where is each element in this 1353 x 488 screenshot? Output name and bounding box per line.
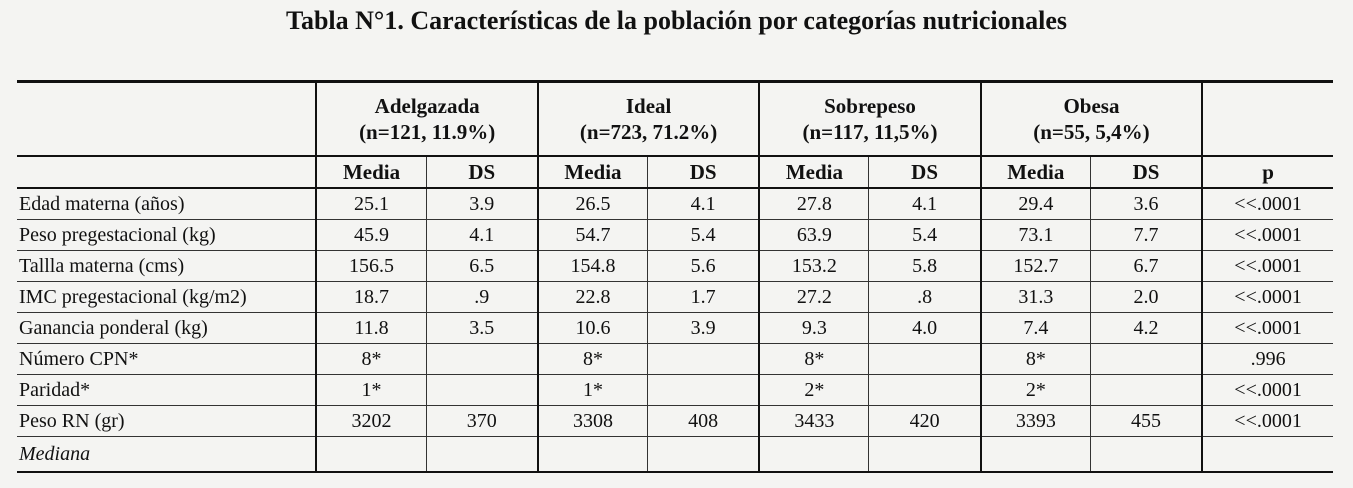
table-row xyxy=(17,188,1333,220)
ds-cell: 4.2 xyxy=(1090,313,1202,344)
ds-cell: 2.0 xyxy=(1090,282,1202,313)
ds-cell: 1.7 xyxy=(648,282,760,313)
row-label: Edad materna (años) xyxy=(17,188,316,220)
media-cell: 73.1 xyxy=(981,220,1091,251)
p-value-cell: .996 xyxy=(1202,344,1333,375)
media-cell: 154.8 xyxy=(538,251,648,282)
ds-cell xyxy=(869,344,981,375)
p-header: p xyxy=(1202,156,1333,188)
ds-cell: .8 xyxy=(869,282,981,313)
table-cell xyxy=(981,437,1091,473)
media-header: Media xyxy=(981,156,1091,188)
ds-cell: 6.7 xyxy=(1090,251,1202,282)
p-value-cell: <<.0001 xyxy=(1202,220,1333,251)
table-title: Tabla N°1. Características de la población por categorías nutricionales xyxy=(286,6,1067,35)
media-header: Media xyxy=(538,156,648,188)
media-cell: 63.9 xyxy=(759,220,869,251)
media-cell: 45.9 xyxy=(316,220,426,251)
ds-cell: 5.6 xyxy=(648,251,760,282)
p-value-cell: <<.0001 xyxy=(1202,282,1333,313)
ds-cell xyxy=(1090,375,1202,406)
media-cell: 3202 xyxy=(316,406,426,437)
ds-cell: 5.4 xyxy=(648,220,760,251)
ds-cell xyxy=(1090,344,1202,375)
media-cell: 31.3 xyxy=(981,282,1091,313)
ds-cell: 3.5 xyxy=(426,313,538,344)
media-header: Media xyxy=(316,156,426,188)
ds-cell: 5.4 xyxy=(869,220,981,251)
ds-cell: 420 xyxy=(869,406,981,437)
group-header xyxy=(981,82,1202,157)
ds-cell: 7.7 xyxy=(1090,220,1202,251)
media-cell: 1* xyxy=(316,375,426,406)
table-cell xyxy=(316,437,426,473)
media-cell: 2* xyxy=(759,375,869,406)
table-row xyxy=(17,375,1333,406)
ds-header: DS xyxy=(1090,156,1202,188)
subheader-row xyxy=(17,156,1333,188)
empty-header-cell xyxy=(17,82,316,157)
group-header-row xyxy=(17,82,1333,157)
empty-subheader-cell xyxy=(17,156,316,188)
group-header xyxy=(316,82,537,157)
media-cell: 11.8 xyxy=(316,313,426,344)
ds-cell xyxy=(869,375,981,406)
p-value-cell: <<.0001 xyxy=(1202,188,1333,220)
media-cell: 7.4 xyxy=(981,313,1091,344)
media-cell: 29.4 xyxy=(981,188,1091,220)
p-value-cell: <<.0001 xyxy=(1202,313,1333,344)
media-cell: 22.8 xyxy=(538,282,648,313)
ds-cell: 370 xyxy=(426,406,538,437)
media-cell: 152.7 xyxy=(981,251,1091,282)
group-header xyxy=(538,82,759,157)
table-cell xyxy=(1202,437,1333,473)
group-name: Ideal xyxy=(625,94,672,118)
media-cell: 3393 xyxy=(981,406,1091,437)
ds-header: DS xyxy=(869,156,981,188)
group-name: Adelgazada xyxy=(374,94,480,118)
table-cell xyxy=(869,437,981,473)
ds-cell: 4.1 xyxy=(648,188,760,220)
media-cell: 2* xyxy=(981,375,1091,406)
media-cell: 3433 xyxy=(759,406,869,437)
table-row xyxy=(17,344,1333,375)
ds-cell xyxy=(648,375,760,406)
ds-cell: 3.6 xyxy=(1090,188,1202,220)
table-row xyxy=(17,282,1333,313)
media-cell: 3308 xyxy=(538,406,648,437)
media-cell: 8* xyxy=(538,344,648,375)
ds-cell: 4.0 xyxy=(869,313,981,344)
empty-header-cell xyxy=(1202,82,1333,157)
ds-cell: 408 xyxy=(648,406,760,437)
media-cell: 156.5 xyxy=(316,251,426,282)
ds-cell xyxy=(426,344,538,375)
ds-cell xyxy=(426,375,538,406)
row-label: Peso RN (gr) xyxy=(17,406,316,437)
group-name: Sobrepeso xyxy=(824,94,916,118)
ds-cell: .9 xyxy=(426,282,538,313)
group-count: (n=723, 71.2%) xyxy=(579,120,718,144)
media-header: Media xyxy=(759,156,869,188)
ds-header: DS xyxy=(426,156,538,188)
table-cell xyxy=(1090,437,1202,473)
table-body xyxy=(17,188,1333,472)
table-row xyxy=(17,220,1333,251)
row-label: Número CPN* xyxy=(17,344,316,375)
group-name: Obesa xyxy=(1063,94,1120,118)
media-cell: 9.3 xyxy=(759,313,869,344)
p-value-cell: <<.0001 xyxy=(1202,375,1333,406)
ds-cell: 4.1 xyxy=(869,188,981,220)
table-row xyxy=(17,251,1333,282)
media-cell: 8* xyxy=(759,344,869,375)
media-cell: 25.1 xyxy=(316,188,426,220)
media-cell: 10.6 xyxy=(538,313,648,344)
table-row xyxy=(17,406,1333,437)
media-cell: 8* xyxy=(981,344,1091,375)
p-value-cell: <<.0001 xyxy=(1202,251,1333,282)
ds-header: DS xyxy=(648,156,760,188)
table-cell xyxy=(426,437,538,473)
media-cell: 153.2 xyxy=(759,251,869,282)
p-value-cell: <<.0001 xyxy=(1202,406,1333,437)
media-cell: 26.5 xyxy=(538,188,648,220)
group-count: (n=55, 5,4%) xyxy=(1033,120,1150,144)
ds-cell: 4.1 xyxy=(426,220,538,251)
group-header xyxy=(759,82,980,157)
row-label: Paridad* xyxy=(17,375,316,406)
row-label: Tallla materna (cms) xyxy=(17,251,316,282)
table-cell xyxy=(648,437,760,473)
row-label: Peso pregestacional (kg) xyxy=(17,220,316,251)
media-cell: 8* xyxy=(316,344,426,375)
media-cell: 27.8 xyxy=(759,188,869,220)
ds-cell: 3.9 xyxy=(648,313,760,344)
footnote-label: Mediana xyxy=(19,443,91,465)
ds-cell: 455 xyxy=(1090,406,1202,437)
table-row xyxy=(17,313,1333,344)
table-cell xyxy=(538,437,648,473)
media-cell: 27.2 xyxy=(759,282,869,313)
media-cell: 1* xyxy=(538,375,648,406)
row-label: Ganancia ponderal (kg) xyxy=(17,313,316,344)
data-table xyxy=(17,80,1333,473)
ds-cell: 3.9 xyxy=(426,188,538,220)
media-cell: 18.7 xyxy=(316,282,426,313)
media-cell: 54.7 xyxy=(538,220,648,251)
group-count: (n=117, 11,5%) xyxy=(802,120,938,144)
ds-cell xyxy=(648,344,760,375)
group-count: (n=121, 11.9%) xyxy=(359,120,496,144)
table-cell xyxy=(759,437,869,473)
row-label: IMC pregestacional (kg/m2) xyxy=(17,282,316,313)
footnote-row xyxy=(17,437,1333,473)
ds-cell: 5.8 xyxy=(869,251,981,282)
ds-cell: 6.5 xyxy=(426,251,538,282)
